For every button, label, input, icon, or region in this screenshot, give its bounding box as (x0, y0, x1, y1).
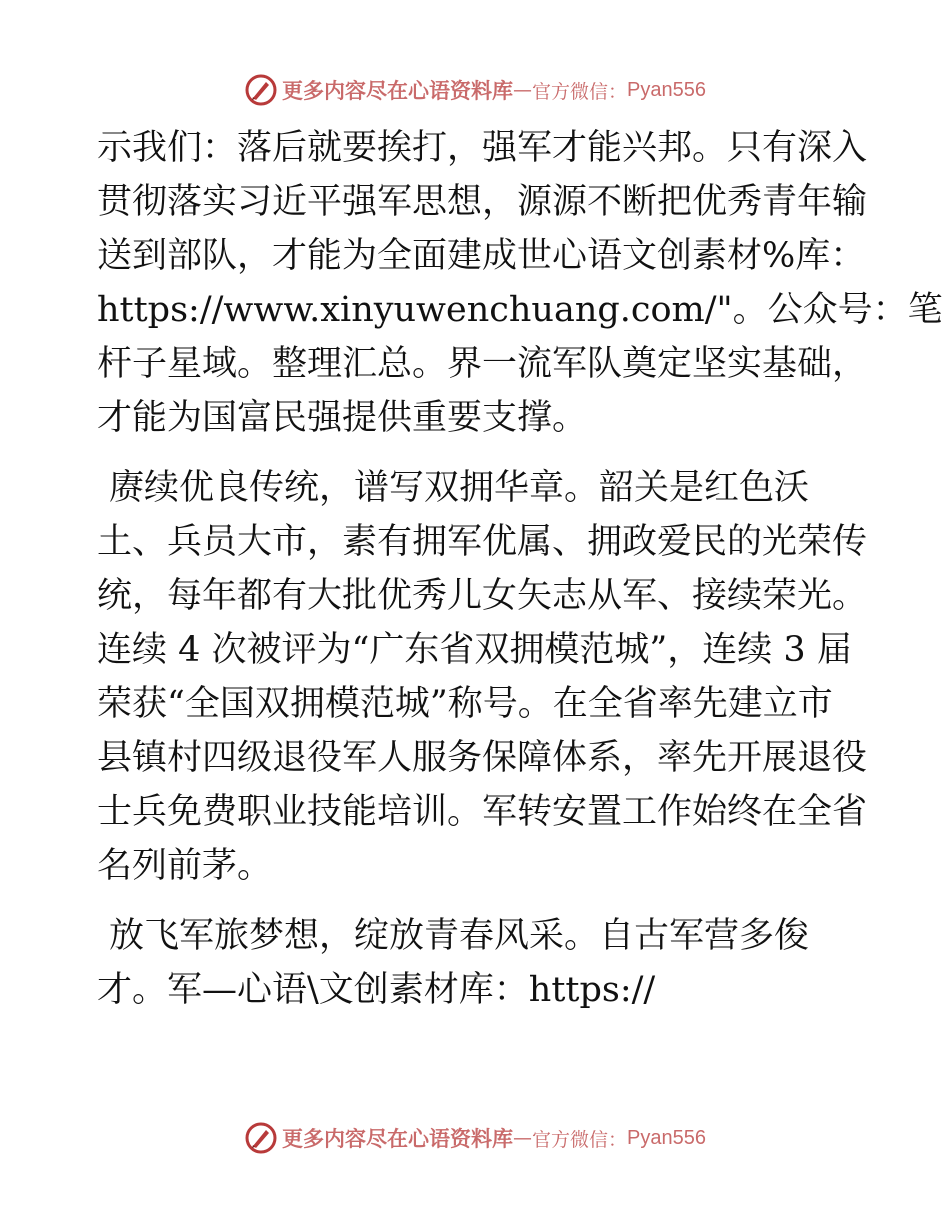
banner-dash: — (513, 1127, 532, 1149)
paragraph (97, 909, 857, 1017)
text-line: 县镇村四级退役军人服务保障体系，率先开展退役 (97, 738, 868, 778)
text-line: 贯彻落实习近平强军思想，源源不断把优秀青年输 (97, 182, 868, 222)
banner-dash: — (513, 79, 532, 101)
footer-watermark-banner (0, 1118, 950, 1158)
banner-wechat-id: Pyan556 (627, 1126, 706, 1149)
text-line: https://www.xinyuwenchuang.com/"。公众号：笔 (97, 290, 943, 330)
paragraph (97, 461, 868, 893)
banner-title: 更多内容尽在心语资料库 (282, 78, 513, 103)
banner-wechat-label: 官方微信： (532, 1128, 628, 1151)
text-line: 连续 4 次被评为“广东省双拥模范城”，连续 3 届 (97, 630, 852, 670)
text-line: 才能为国富民强提供重要支撑。 (97, 398, 588, 438)
banner-wechat-id: Pyan556 (627, 78, 706, 101)
text-line: 土、兵员大市，素有拥军优属、拥政爱民的光荣传 (97, 522, 868, 562)
document-body (97, 121, 943, 1017)
header-watermark-banner (0, 70, 950, 110)
text-line: 放飞军旅梦想，绽放青春风采。自古军营多俊 (109, 916, 810, 956)
text-line: 名列前茅。 (97, 846, 273, 886)
quill-seal-icon (244, 73, 278, 107)
quill-seal-icon (244, 1121, 278, 1155)
text-line: 送到部队，才能为全面建成世心语文创素材%库： (97, 236, 866, 276)
text-line: 荣获“全国双拥模范城”称号。在全省率先建立市 (97, 684, 833, 724)
banner-title: 更多内容尽在心语资料库 (282, 1126, 513, 1151)
banner-wechat-label: 官方微信： (532, 80, 628, 103)
text-line: 示我们：落后就要挨打，强军才能兴邦。只有深入 (97, 128, 868, 168)
text-line: 士兵免费职业技能培训。军转安置工作始终在全省 (97, 792, 868, 832)
text-line: 统，每年都有大批优秀儿女矢志从军、接续荣光。 (97, 576, 868, 616)
text-line: 才。军—心语\文创素材库：https:// (97, 970, 656, 1010)
text-line: 杆子星域。整理汇总。界一流军队奠定坚实基础， (97, 344, 868, 384)
text-line: 赓续优良传统，谱写双拥华章。韶关是红色沃 (109, 468, 810, 508)
paragraph (97, 121, 943, 445)
